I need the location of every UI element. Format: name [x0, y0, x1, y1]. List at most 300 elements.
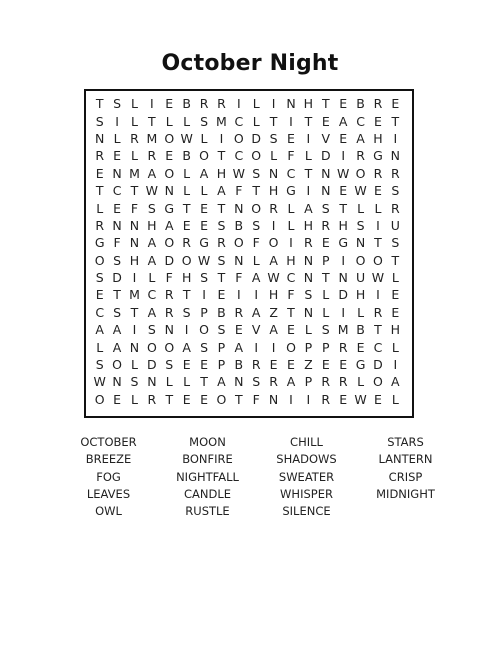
grid-letter: A [251, 270, 261, 286]
grid-letter: R [356, 148, 365, 164]
grid-letter: N [286, 96, 296, 112]
grid-letter: S [356, 217, 365, 233]
grid-letter: I [132, 270, 137, 286]
grid-letter: T [182, 287, 191, 303]
grid-letter: B [356, 322, 365, 338]
grid-letter: R [390, 200, 400, 216]
grid-letter: E [95, 287, 104, 303]
word-list-item: CRISP [388, 469, 423, 484]
grid-letter: T [130, 183, 139, 199]
grid-letter: R [217, 96, 226, 112]
word-list-item: OCTOBER [80, 435, 137, 449]
grid-letter: O [94, 391, 105, 407]
grid-letter: I [289, 391, 293, 407]
grid-letter: I [236, 287, 241, 303]
grid-letter: L [165, 113, 173, 129]
grid-letter: I [132, 322, 137, 338]
grid-letter: O [373, 374, 383, 390]
grid-letter: H [147, 217, 157, 233]
grid-letter: T [391, 252, 400, 268]
grid-letter: L [130, 96, 138, 112]
grid-letter: P [200, 304, 208, 320]
grid-letter: L [183, 183, 191, 199]
grid-letter: O [233, 130, 244, 146]
grid-letter: E [113, 148, 122, 164]
grid-letter: T [217, 148, 226, 164]
grid-letter: I [306, 391, 311, 407]
grid-letter: I [393, 130, 398, 146]
grid-letter: R [338, 374, 348, 390]
grid-letter: R [321, 217, 331, 233]
grid-letter: R [130, 130, 139, 146]
grid-letter: F [130, 200, 139, 216]
grid-letter: H [181, 270, 192, 286]
grid-letter: G [199, 235, 209, 251]
grid-letter: I [393, 357, 398, 373]
grid-letter: I [341, 304, 345, 320]
grid-letter: I [271, 96, 276, 112]
grid-letter: N [129, 235, 140, 251]
grid-letter: H [268, 287, 279, 303]
grid-letter: A [217, 374, 226, 390]
grid-letter: M [129, 287, 140, 303]
grid-letter: C [147, 287, 157, 303]
grid-letter: L [130, 148, 138, 164]
grid-letter: T [235, 391, 243, 407]
grid-letter: T [269, 113, 278, 129]
grid-letter: A [112, 339, 122, 355]
grid-letter: E [234, 322, 243, 338]
grid-letter: W [267, 270, 280, 286]
grid-letter: O [164, 165, 175, 181]
grid-letter: O [251, 200, 262, 216]
grid-letter: F [252, 235, 260, 251]
grid-letter: R [95, 148, 105, 164]
grid-letter: T [287, 304, 295, 320]
grid-letter: S [304, 287, 313, 303]
grid-letter: L [287, 200, 295, 216]
grid-letter: S [113, 96, 122, 112]
word-list-item: BONFIRE [182, 452, 233, 467]
grid-letter: S [252, 217, 261, 233]
grid-letter: S [200, 113, 208, 129]
grid-letter: H [286, 252, 296, 268]
grid-letter: O [199, 322, 209, 338]
grid-letter: M [129, 165, 140, 181]
grid-letter: L [391, 339, 399, 355]
word-list-item: SWEATER [278, 469, 335, 484]
grid-letter: E [321, 357, 330, 373]
grid-letter: S [252, 165, 261, 181]
word-list-item: RUSTLE [185, 504, 230, 519]
grid-letter: H [216, 165, 227, 181]
grid-letter: L [200, 183, 208, 199]
grid-letter: B [234, 357, 244, 373]
grid-letter: V [321, 130, 331, 146]
grid-letter: D [164, 252, 175, 268]
grid-letter: R [390, 165, 400, 181]
grid-letter: E [182, 391, 191, 407]
grid-letter: I [150, 96, 154, 112]
grid-letter: L [130, 113, 138, 129]
grid-letter: A [147, 165, 157, 181]
grid-letter: P [322, 339, 330, 355]
grid-letter: T [252, 183, 261, 199]
grid-letter: E [339, 130, 348, 146]
grid-letter: T [217, 200, 226, 216]
grid-letter: H [303, 96, 314, 112]
grid-letter: I [271, 217, 276, 233]
grid-letter: F [235, 270, 243, 286]
grid-letter: C [286, 270, 296, 286]
grid-letter: H [338, 217, 348, 233]
grid-letter: S [147, 322, 156, 338]
word-list-item: SILENCE [282, 504, 331, 519]
grid-letter: N [303, 304, 314, 320]
grid-letter: O [355, 165, 366, 181]
grid-letter: L [113, 130, 121, 146]
grid-letter: E [391, 287, 400, 303]
word-list-item: LANTERN [378, 452, 433, 467]
grid-letter: G [286, 183, 296, 199]
grid-letter: N [338, 270, 348, 286]
grid-letter: R [217, 235, 226, 251]
grid-letter: O [233, 235, 244, 251]
grid-letter: L [252, 113, 260, 129]
grid-letter: E [200, 391, 208, 407]
grid-letter: E [373, 391, 382, 407]
grid-letter: A [234, 339, 244, 355]
grid-letter: T [321, 270, 330, 286]
grid-letter: L [252, 96, 260, 112]
grid-letter: D [112, 270, 122, 286]
grid-letter: R [338, 339, 348, 355]
grid-letter: G [355, 357, 366, 373]
grid-letter: E [391, 96, 400, 112]
grid-letter: D [373, 357, 383, 373]
grid-letter: I [202, 287, 206, 303]
grid-letter: T [148, 113, 156, 129]
grid-letter: N [321, 183, 331, 199]
grid-letter: I [254, 287, 259, 303]
grid-letter: E [217, 287, 226, 303]
grid-letter: N [112, 165, 122, 181]
grid-letter: S [321, 200, 330, 216]
grid-letter: R [199, 96, 209, 112]
grid-letter: S [217, 217, 226, 233]
grid-letter: E [373, 113, 382, 129]
grid-letter: R [147, 391, 157, 407]
grid-letter: D [147, 357, 157, 373]
grid-letter: M [337, 322, 349, 338]
grid-letter: E [200, 217, 208, 233]
grid-letter: W [145, 183, 159, 199]
grid-letter: O [146, 339, 157, 355]
letter-grid [91, 95, 404, 408]
grid-letter: S [113, 252, 122, 268]
grid-letter: Z [269, 304, 278, 320]
grid-letter: P [304, 339, 313, 355]
grid-letter: M [146, 130, 158, 146]
grid-letter: L [148, 270, 156, 286]
grid-letter: E [321, 235, 330, 251]
word-list-item: SHADOWS [276, 452, 337, 467]
puzzle-title: October Night [161, 51, 339, 76]
word-list-item: MIDNIGHT [376, 486, 435, 501]
grid-letter: L [96, 339, 104, 355]
grid-letter: W [371, 270, 385, 286]
grid-letter: C [234, 148, 244, 164]
word-list-item: CANDLE [183, 486, 232, 501]
grid-letter: L [374, 200, 382, 216]
grid-letter: S [200, 339, 208, 355]
grid-letter: R [269, 374, 278, 390]
grid-letter: E [200, 357, 208, 373]
grid-letter: I [236, 96, 241, 112]
grid-letter: B [217, 304, 226, 320]
grid-letter: N [164, 183, 174, 199]
grid-letter: O [199, 148, 209, 164]
grid-letter: W [93, 374, 106, 390]
grid-letter: F [235, 183, 243, 199]
grid-letter: H [373, 130, 383, 146]
grid-letter: I [376, 287, 380, 303]
grid-letter: L [96, 200, 104, 216]
word-list-item: BREEZE [85, 452, 132, 467]
grid-letter: N [112, 217, 122, 233]
grid-letter: D [338, 287, 348, 303]
word-list-item: OWL [95, 504, 122, 519]
grid-letter: E [287, 357, 295, 373]
grid-letter: O [164, 130, 175, 146]
grid-letter: N [303, 252, 314, 268]
grid-letter: I [341, 252, 345, 268]
grid-letter: I [219, 130, 224, 146]
grid-letter: E [95, 165, 104, 181]
grid-letter: E [165, 96, 174, 112]
grid-letter: I [184, 322, 189, 338]
grid-letter: T [304, 113, 313, 129]
grid-letter: M [216, 113, 227, 129]
grid-letter: A [269, 252, 278, 268]
grid-letter: H [355, 287, 366, 303]
grid-letter: I [306, 183, 311, 199]
grid-letter: S [321, 322, 330, 338]
grid-letter: L [322, 287, 330, 303]
grid-letter: S [130, 374, 139, 390]
grid-letter: C [234, 113, 244, 129]
grid-letter: G [338, 235, 348, 251]
grid-letter: N [234, 200, 244, 216]
grid-letter: C [373, 339, 383, 355]
grid-letter: A [164, 217, 174, 233]
grid-letter: P [322, 252, 330, 268]
grid-letter: S [113, 304, 122, 320]
grid-letter: S [391, 183, 400, 199]
grid-letter: I [115, 113, 119, 129]
grid-letter: L [391, 391, 399, 407]
grid-letter: N [112, 374, 122, 390]
grid-letter: S [391, 235, 400, 251]
grid-letter: I [376, 217, 380, 233]
word-list-item: FOG [96, 469, 121, 484]
grid-letter: R [304, 235, 313, 251]
grid-letter: H [390, 322, 401, 338]
grid-letter: E [339, 96, 348, 112]
grid-letter: N [129, 339, 140, 355]
letter-grid-frame [84, 89, 414, 418]
grid-letter: E [269, 357, 278, 373]
grid-letter: B [182, 148, 191, 164]
grid-letter: S [182, 304, 191, 320]
grid-letter: B [182, 96, 191, 112]
grid-letter: R [164, 287, 174, 303]
grid-letter: R [95, 217, 105, 233]
grid-letter: E [321, 113, 330, 129]
grid-letter: A [147, 304, 157, 320]
grid-letter: S [217, 322, 226, 338]
grid-letter: L [165, 374, 173, 390]
grid-letter: I [289, 113, 293, 129]
grid-letter: L [287, 217, 295, 233]
grid-letter: L [183, 165, 191, 181]
grid-letter: I [306, 130, 311, 146]
grid-letter: A [356, 130, 365, 146]
grid-letter: A [269, 322, 278, 338]
grid-letter: W [354, 391, 367, 407]
grid-letter: R [234, 304, 244, 320]
grid-letter: A [112, 322, 122, 338]
grid-letter: W [197, 252, 211, 268]
grid-letter: R [321, 391, 331, 407]
grid-letter: E [339, 357, 348, 373]
grid-letter: R [164, 304, 174, 320]
grid-letter: E [113, 200, 122, 216]
grid-letter: A [286, 374, 296, 390]
grid-letter: E [339, 391, 348, 407]
word-list-item: LEAVES [86, 486, 131, 501]
grid-letter: S [217, 252, 226, 268]
grid-letter: D [320, 148, 331, 164]
grid-letter: R [373, 304, 383, 320]
grid-letter: A [182, 339, 191, 355]
grid-letter: N [355, 235, 366, 251]
grid-letter: E [287, 130, 295, 146]
grid-letter: E [287, 322, 295, 338]
grid-letter: E [339, 183, 348, 199]
grid-letter: C [112, 183, 122, 199]
grid-letter: A [147, 235, 157, 251]
grid-letter: N [234, 374, 244, 390]
grid-letter: A [95, 322, 104, 338]
grid-letter: I [254, 339, 259, 355]
grid-letter: P [217, 339, 226, 355]
grid-letter: A [217, 183, 226, 199]
grid-letter: N [268, 391, 279, 407]
grid-letter: R [373, 96, 383, 112]
grid-letter: T [113, 287, 121, 303]
grid-letter: U [355, 270, 366, 286]
grid-letter: N [321, 165, 331, 181]
grid-letter: W [336, 165, 350, 181]
grid-letter: W [180, 130, 193, 146]
grid-letter: N [234, 252, 244, 268]
grid-letter: V [251, 322, 261, 338]
grid-letter: A [251, 304, 261, 320]
grid-letter: B [234, 217, 244, 233]
grid-letter: O [181, 252, 192, 268]
grid-letter: S [95, 270, 104, 286]
word-list [59, 434, 455, 520]
grid-letter: O [373, 252, 383, 268]
grid-letter: P [217, 357, 226, 373]
grid-letter: H [303, 217, 314, 233]
grid-letter: C [95, 304, 105, 320]
word-list-item: NIGHTFALL [176, 469, 239, 484]
grid-letter: R [373, 165, 383, 181]
grid-letter: L [304, 148, 312, 164]
grid-letter: E [182, 217, 191, 233]
grid-letter: T [391, 113, 400, 129]
grid-letter: G [164, 200, 175, 216]
grid-letter: O [216, 391, 227, 407]
grid-letter: G [94, 235, 105, 251]
grid-letter: L [183, 113, 191, 129]
grid-letter: D [251, 130, 262, 146]
grid-letter: L [322, 304, 330, 320]
grid-letter: S [200, 270, 208, 286]
grid-letter: O [112, 357, 122, 373]
grid-letter: P [304, 374, 313, 390]
grid-letter: L [130, 357, 138, 373]
grid-letter: I [289, 235, 293, 251]
grid-letter: F [252, 391, 260, 407]
grid-letter: T [165, 391, 174, 407]
grid-letter: N [129, 217, 140, 233]
grid-letter: L [357, 200, 365, 216]
grid-letter: F [287, 148, 295, 164]
grid-letter: U [390, 217, 400, 233]
grid-letter: N [147, 374, 157, 390]
grid-letter: L [130, 391, 138, 407]
grid-letter: O [164, 235, 175, 251]
grid-letter: S [95, 357, 104, 373]
word-list-item: MOON [189, 435, 226, 449]
grid-letter: S [165, 357, 174, 373]
grid-letter: T [182, 200, 191, 216]
grid-letter: N [164, 322, 174, 338]
grid-letter: E [165, 148, 174, 164]
grid-letter: I [341, 148, 345, 164]
grid-letter: E [373, 183, 382, 199]
grid-letter: L [304, 322, 312, 338]
grid-letter: C [356, 113, 365, 129]
grid-letter: F [165, 270, 173, 286]
grid-letter: A [304, 200, 313, 216]
grid-letter: W [232, 165, 245, 181]
grid-letter: T [374, 235, 382, 251]
grid-letter: L [357, 304, 365, 320]
grid-letter: E [356, 339, 365, 355]
grid-letter: E [391, 304, 400, 320]
grid-letter: S [269, 130, 278, 146]
grid-letter: T [304, 165, 313, 181]
grid-letter: E [200, 200, 208, 216]
grid-letter: W [354, 183, 367, 199]
grid-letter: R [321, 374, 331, 390]
grid-letter: L [252, 252, 260, 268]
word-list-item: CHILL [290, 435, 323, 449]
